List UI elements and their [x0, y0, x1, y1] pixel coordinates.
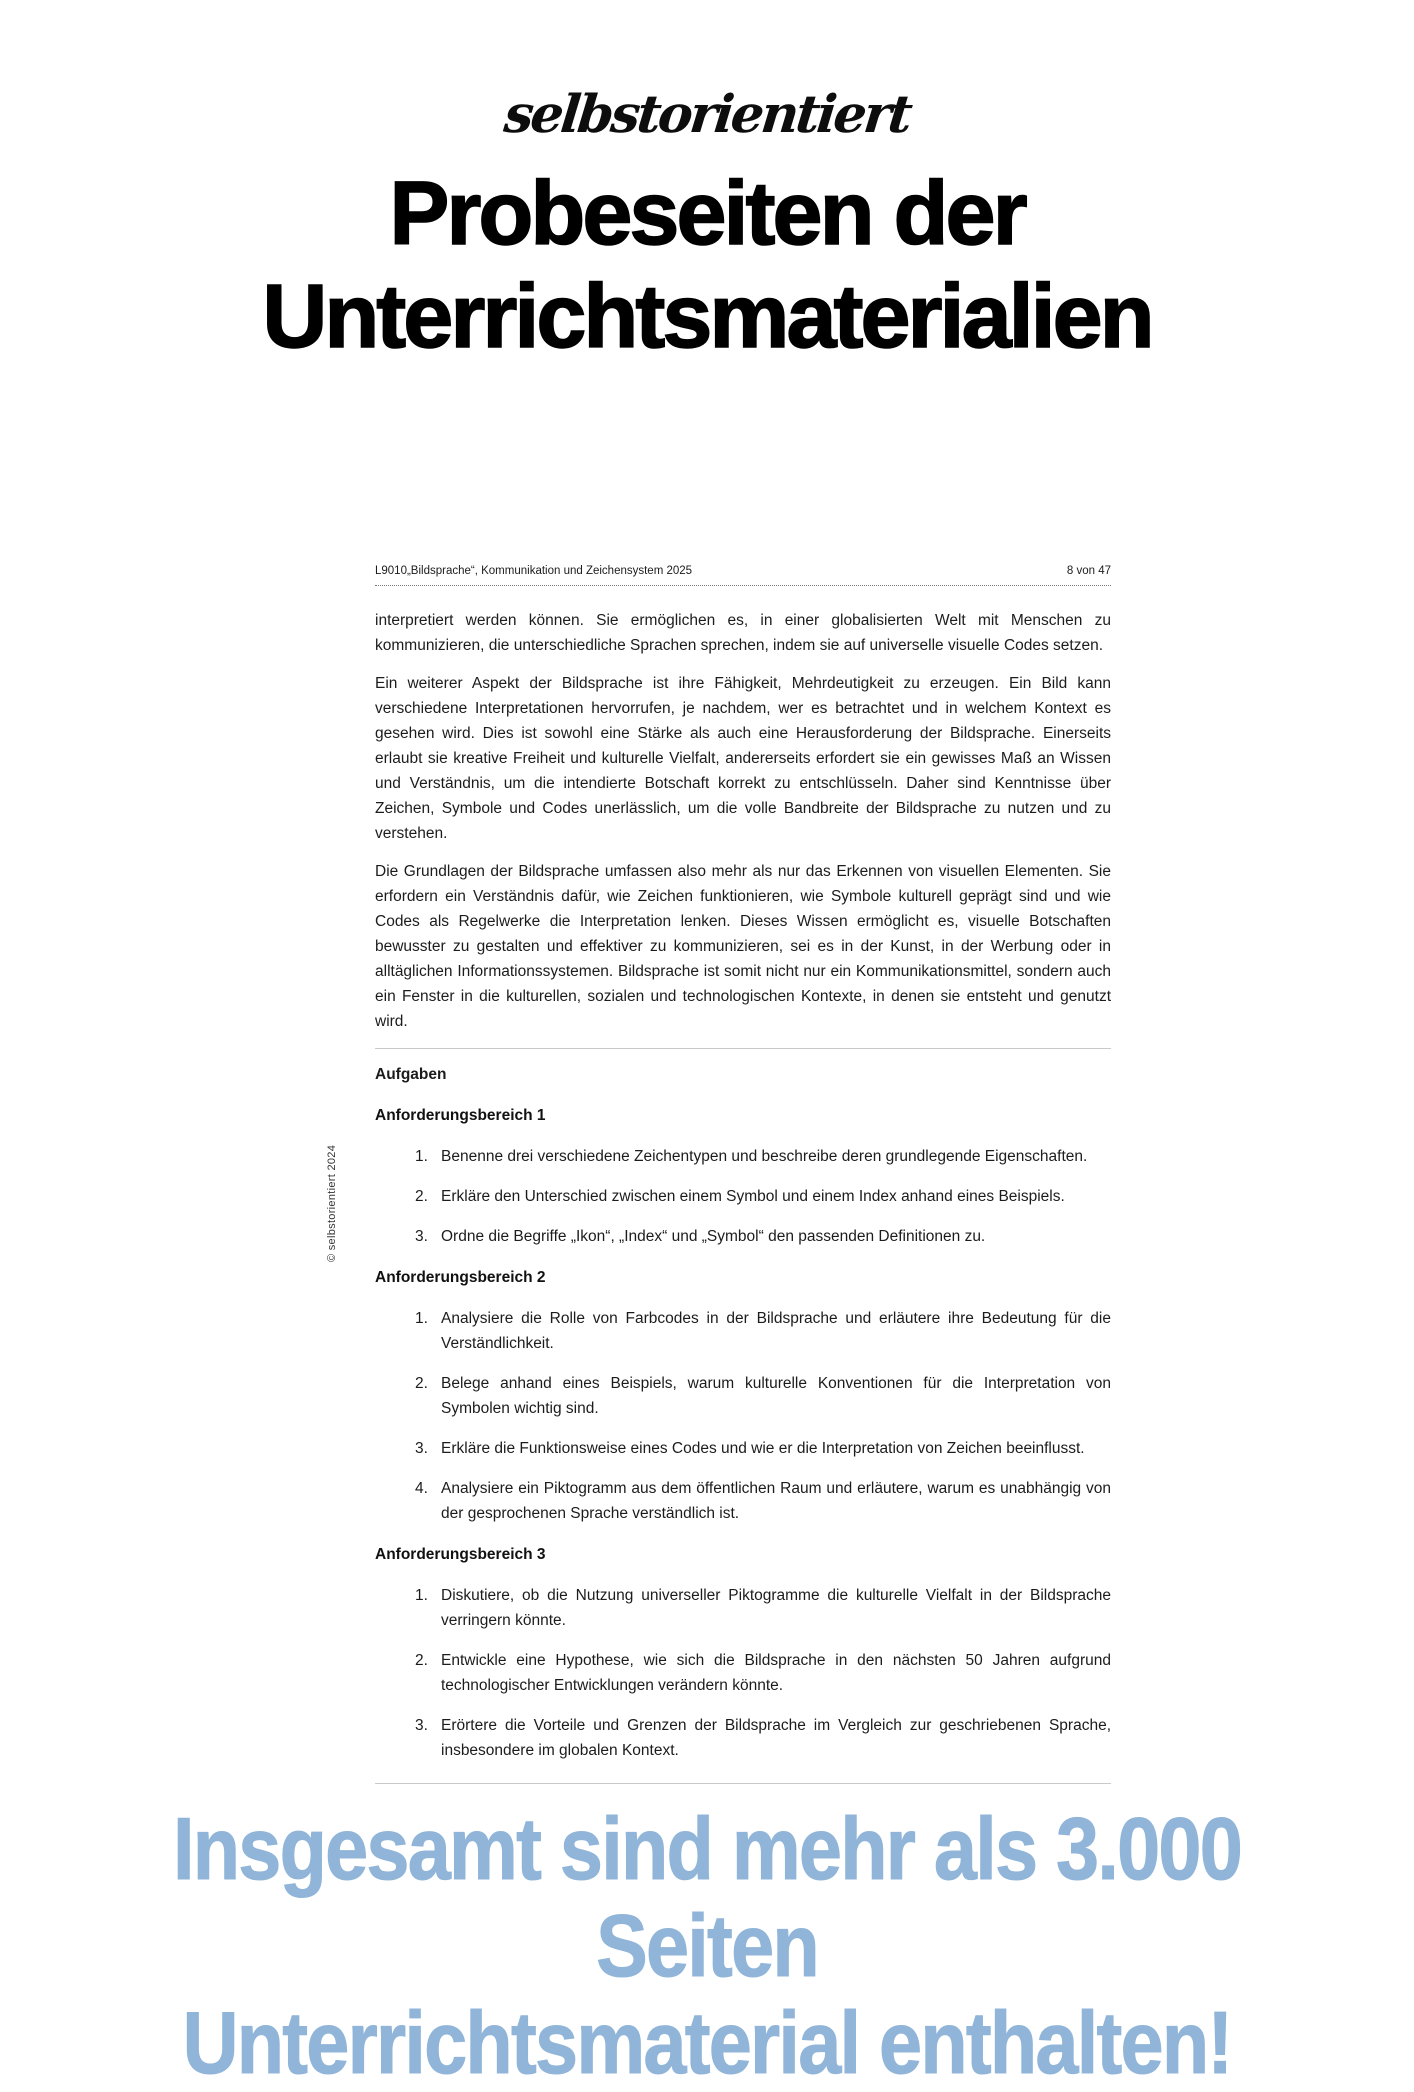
task-item: Benenne drei verschiedene Zeichentypen und beschreibe deren grundlegende Eigenschaften.	[441, 1148, 1088, 1165]
task-item: Belege anhand eines Beispiels, warum kulturelle Konventionen für die Interpretation von Symbolen wichtig sind.	[441, 1375, 1111, 1417]
task-item: Erkläre den Unterschied zwischen einem Symbol und einem Index anhand eines Beispiels.	[441, 1188, 1065, 1205]
worksheet-page-number: 8 von 47	[1066, 565, 1111, 577]
task-list-3	[415, 1583, 1111, 1763]
worksheet-page	[375, 564, 1111, 1784]
section-heading-anforderungsbereich-3: Anforderungsbereich 3	[375, 1546, 546, 1563]
worksheet-header-title: L9010„Bildsprache“, Kommunikation und Zeichensystem 2025	[375, 565, 693, 577]
worksheet-paragraph: interpretiert werden können. Sie ermöglichen es, in einer globalisierten Welt mit Menschen zu kommunizieren, die unterschiedliche Sprachen sprechen, indem sie auf universelle visuelle Codes setzen.	[375, 612, 1111, 654]
brand-logo: selbstorientiert	[501, 84, 913, 145]
footer-banner	[85, 1800, 1329, 2091]
task-item: Erörtere die Vorteile und Grenzen der Bildsprache im Vergleich zur geschriebenen Sprache, insbesondere im globalen Kontext.	[441, 1717, 1111, 1759]
task-item: Ordne die Begriffe „Ikon“, „Index“ und „Symbol“ den passenden Definitionen zu.	[441, 1228, 986, 1245]
page-title	[0, 163, 1414, 368]
task-list-2	[415, 1306, 1111, 1526]
page-title-line1: Probeseiten der	[389, 164, 1025, 264]
task-item: Entwickle eine Hypothese, wie sich die Bildsprache in den nächsten 50 Jahren aufgrund technologischer Entwicklungen verändern könnte.	[441, 1652, 1111, 1694]
task-item: Analysiere ein Piktogramm aus dem öffentlichen Raum und erläutere, warum es unabhängig von der gesprochenen Sprache verständlich ist.	[441, 1480, 1111, 1522]
section-divider	[375, 1048, 1111, 1049]
task-item: Erkläre die Funktionsweise eines Codes und wie er die Interpretation von Zeichen beeinflusst.	[441, 1440, 1085, 1457]
vertical-copyright: © selbstorientiert 2024	[326, 1144, 338, 1262]
task-item: Diskutiere, ob die Nutzung universeller Piktogramme die kulturelle Vielfalt in der Bildsprache verringern könnte.	[441, 1587, 1111, 1629]
footer-banner-line1: Insgesamt sind mehr als 3.000 Seiten	[172, 1799, 1242, 1995]
page-title-line2: Unterrichtsmaterialien	[262, 266, 1152, 367]
worksheet-header	[375, 564, 1111, 586]
section-divider	[375, 1783, 1111, 1784]
worksheet-paragraph: Die Grundlagen der Bildsprache umfassen also mehr als nur das Erkennen von visuellen Elementen. Sie erfordern ein Verständnis dafür, wie Zeichen funktionieren, wie Symbole kulturell geprägt sind und wie Codes als Regelwerke die Interpretation lenken. Dieses Wissen ermöglicht es, visuelle Botschaften bewusster zu gestalten und effektiver zu kommunizieren, sei es in der Kunst, in der Werbung oder in alltäglichen Informationssystemen. Bildsprache ist somit nicht nur ein Kommunikationsmittel, sondern auch ein Fenster in die kulturellen, sozialen und technologischen Kontexte, in denen sie entsteht und genutzt wird.	[375, 863, 1111, 1030]
task-item: Analysiere die Rolle von Farbcodes in der Bildsprache und erläutere ihre Bedeutung für die Verständlichkeit.	[441, 1310, 1111, 1352]
section-heading-anforderungsbereich-1: Anforderungsbereich 1	[375, 1107, 546, 1124]
tasks-title: Aufgaben	[375, 1066, 447, 1083]
task-list-1	[415, 1144, 1111, 1249]
worksheet-paragraph: Ein weiterer Aspekt der Bildsprache ist ihre Fähigkeit, Mehrdeutigkeit zu erzeugen. Ein Bild kann verschiedene Interpretationen hervorrufen, je nachdem, wer es betrachtet und in welchem Kontext es gesehen wird. Dies ist sowohl eine Stärke als auch eine Herausforderung der Bildsprache. Einerseits erlaubt sie kreative Freiheit und kulturelle Vielfalt, andererseits erfordert sie ein gewisses Maß an Wissen und Verständnis, um die intendierte Botschaft korrekt zu entschlüsseln. Daher sind Kenntnisse über Zeichen, Symbole und Codes unerlässlich, um die volle Bandbreite der Bildsprache zu nutzen und zu verstehen.	[375, 675, 1111, 842]
footer-banner-line2: Unterrichtsmaterial enthalten!	[182, 1993, 1232, 2092]
section-heading-anforderungsbereich-2: Anforderungsbereich 2	[375, 1269, 546, 1286]
